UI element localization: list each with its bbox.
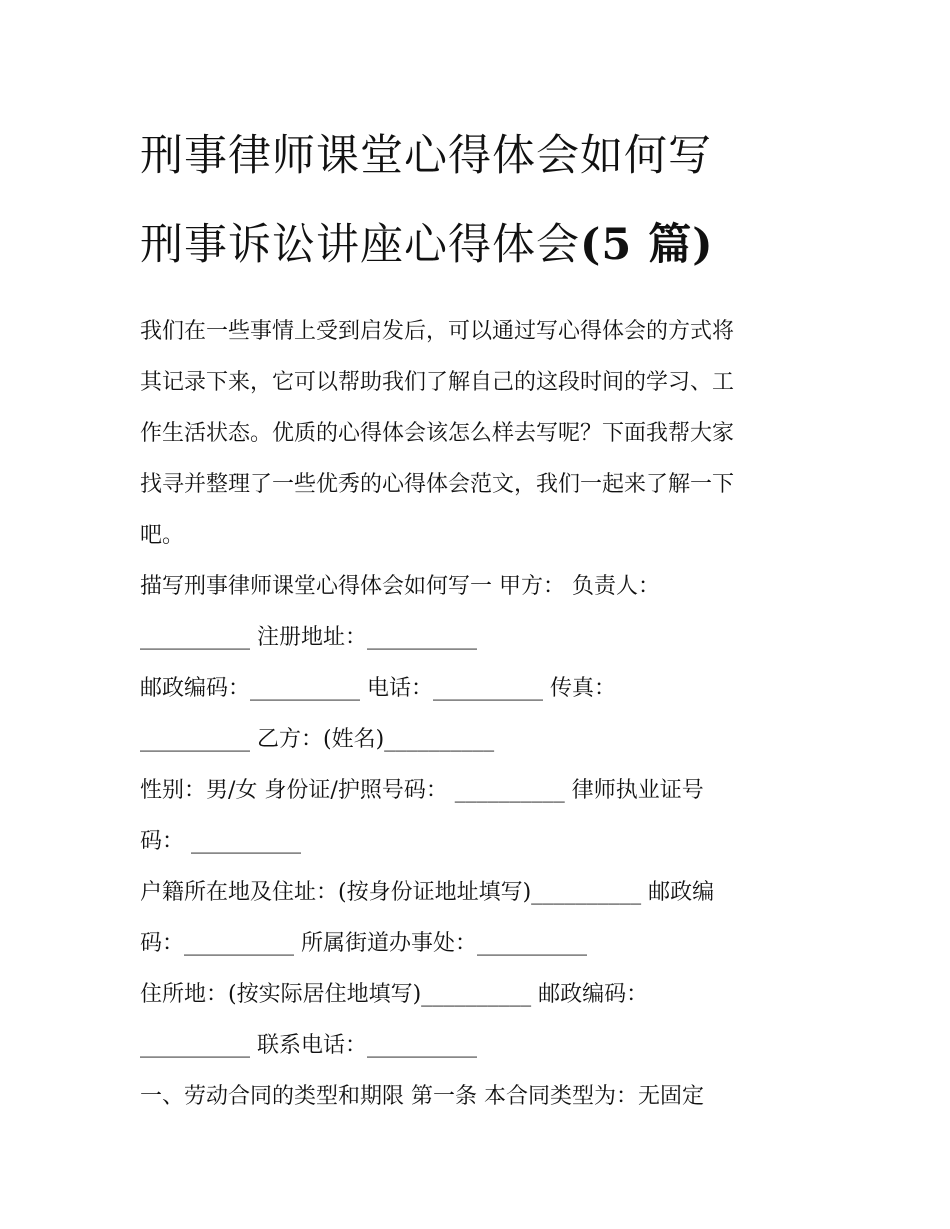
contract-body: [140, 561, 816, 1122]
body-line: 码：__________ 所属街道办事处：__________: [140, 931, 587, 956]
body-line: 住所地：(按实际居住地填写)__________ 邮政编码：: [140, 982, 649, 1007]
title-line-2-text: 刑事诉讼讲座心得体会: [140, 220, 580, 270]
title-line-1: 刑事律师课堂心得体会如何写: [140, 131, 712, 181]
body-line: 邮政编码：__________ 电话：__________ 传真：: [140, 676, 616, 701]
document-page: [140, 112, 816, 1122]
title-line-2: [140, 201, 816, 290]
intro-line: 吧。: [140, 523, 185, 548]
intro-line: 作生活状态。优质的心得体会该怎么样去写呢？下面我帮大家: [140, 421, 735, 446]
intro-line: 其记录下来，它可以帮助我们了解自己的这段时间的学习、工: [140, 370, 735, 395]
intro-line: 找寻并整理了一些优秀的心得体会范文，我们一起来了解一下: [140, 472, 735, 497]
body-line: __________ 乙方：(姓名)__________: [140, 727, 495, 752]
body-line: __________ 联系电话：__________: [140, 1033, 477, 1058]
body-line: 码： __________: [140, 829, 301, 854]
body-line: 描写刑事律师课堂心得体会如何写一 甲方： 负责人：: [140, 574, 660, 599]
body-line: 一、劳动合同的类型和期限 第一条 本合同类型为：无固定: [140, 1084, 704, 1109]
intro-paragraph: [140, 306, 816, 561]
body-line: 性别：男/女 身份证/护照号码： __________ 律师执业证号: [140, 778, 704, 803]
title-count: (5 篇): [580, 220, 714, 270]
intro-line: 我们在一些事情上受到启发后，可以通过写心得体会的方式将: [140, 319, 735, 344]
document-title: [140, 112, 816, 290]
body-line: __________ 注册地址：__________: [140, 625, 477, 650]
body-line: 户籍所在地及住址：(按身份证地址填写)__________ 邮政编: [140, 880, 715, 905]
